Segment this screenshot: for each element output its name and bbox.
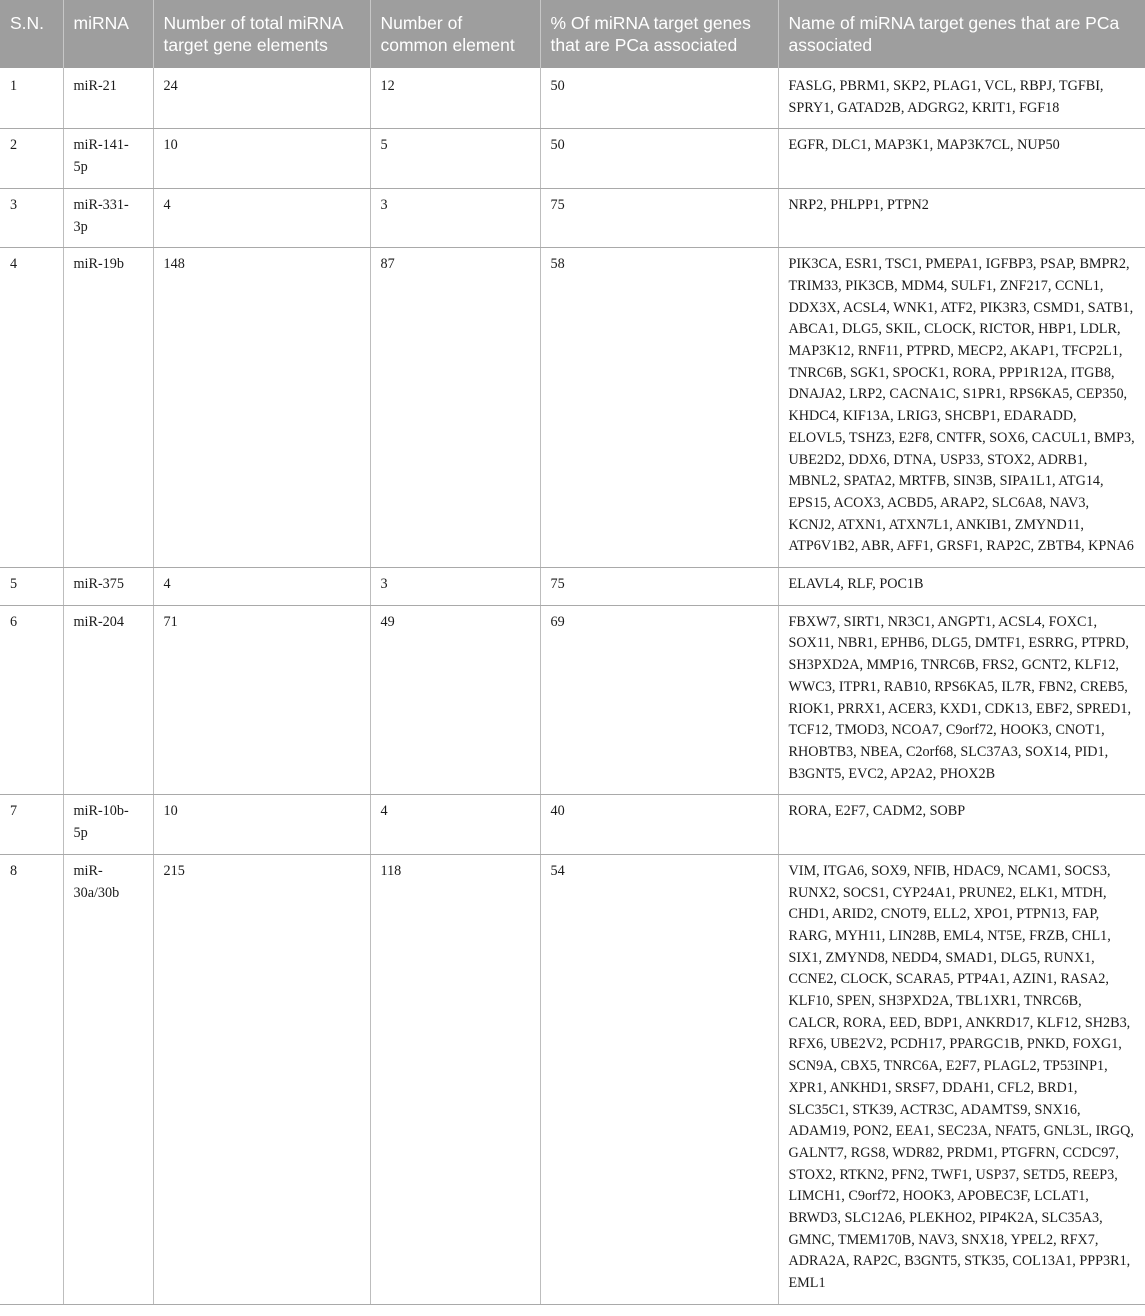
cell-sn: 4 <box>0 248 63 568</box>
cell-mirna: miR-19b <box>63 248 153 568</box>
table-body <box>0 68 1145 1304</box>
cell-percent: 50 <box>540 129 778 188</box>
cell-mirna: miR-141-5p <box>63 129 153 188</box>
cell-total: 4 <box>153 188 370 247</box>
cell-total: 10 <box>153 129 370 188</box>
cell-mirna: miR-331-3p <box>63 188 153 247</box>
cell-sn: 2 <box>0 129 63 188</box>
cell-percent: 40 <box>540 795 778 854</box>
cell-genes: NRP2, PHLPP1, PTPN2 <box>778 188 1145 247</box>
cell-common: 3 <box>370 568 540 606</box>
cell-percent: 75 <box>540 568 778 606</box>
table-row <box>0 248 1145 568</box>
cell-mirna: miR-375 <box>63 568 153 606</box>
cell-genes: RORA, E2F7, CADM2, SOBP <box>778 795 1145 854</box>
cell-mirna: miR-21 <box>63 68 153 129</box>
cell-sn: 6 <box>0 605 63 795</box>
cell-genes: FASLG, PBRM1, SKP2, PLAG1, VCL, RBPJ, TGFBI, SPRY1, GATAD2B, ADGRG2, KRIT1, FGF18 <box>778 68 1145 129</box>
table-row <box>0 568 1145 606</box>
cell-percent: 50 <box>540 68 778 129</box>
column-header-common-element: Number of common element <box>370 0 540 68</box>
cell-genes: PIK3CA, ESR1, TSC1, PMEPA1, IGFBP3, PSAP, BMPR2, TRIM33, PIK3CB, MDM4, SULF1, ZNF217, CCNL1, DDX3X, ACSL4, WNK1, ATF2, PIK3R3, CSMD1, SATB1, ABCA1, DLG5, SKIL, CLOCK, RICTOR, HBP1, LDLR, MAP3K12, RNF11, PTPRD, MECP2, AKAP1, TFCP2L1, TNRC6B, SGK1, SPOCK1, RORA, PPP1R12A, ITGB8, DNAJA2, LRP2, CACNA1C, S1PR1, RPS6KA5, CEP350, KHDC4, KIF13A, LRIG3, SHCBP1, EDARADD, ELOVL5, TSHZ3, E2F8, CNTFR, SOX6, CACUL1, BMP3, UBE2D2, DDX6, DTNA, USP33, STOX2, ADRB1, MBNL2, SPATA2, MRTFB, SIN3B, SIPA1L1, ATG14, EPS15, ACOX3, ACBD5, ARAP2, SLC6A8, NAV3, KCNJ2, ATXN1, ATXN7L1, ANKIB1, ZMYND11, ATP6V1B2, ABR, AFF1, GRSF1, RAP2C, ZBTB4, KPNA6 <box>778 248 1145 568</box>
table-row <box>0 188 1145 247</box>
column-header-mirna: miRNA <box>63 0 153 68</box>
cell-total: 215 <box>153 854 370 1304</box>
cell-common: 49 <box>370 605 540 795</box>
cell-common: 118 <box>370 854 540 1304</box>
cell-genes: VIM, ITGA6, SOX9, NFIB, HDAC9, NCAM1, SOCS3, RUNX2, SOCS1, CYP24A1, PRUNE2, ELK1, MTDH, CHD1, ARID2, CNOT9, ELL2, XPO1, PTPN13, FAP, RARG, MYH11, LIN28B, EML4, NT5E, FRZB, CHL1, SIX1, ZMYND8, NEDD4, SMAD1, DLG5, RUNX1, CCNE2, CLOCK, SCARA5, PTP4A1, AZIN1, RASA2, KLF10, SPEN, SH3PXD2A, TBL1XR1, TNRC6B, CALCR, RORA, EED, BDP1, ANKRD17, KLF12, SH2B3, RFX6, UBE2V2, PCDH17, PPARGC1B, PNKD, FOXG1, SCN9A, CBX5, TNRC6A, E2F7, PLAGL2, TP53INP1, XPR1, ANKHD1, SRSF7, DDAH1, CFL2, BRD1, SLC35C1, STK39, ACTR3C, ADAMTS9, SNX16, ADAM19, PON2, EEA1, SEC23A, NFAT5, GNL3L, IRGQ, GALNT7, RGS8, WDR82, PRDM1, PTGFRN, CCDC97, STOX2, RTKN2, PFN2, TWF1, USP37, SETD5, REEP3, LIMCH1, C9orf72, HOOK3, APOBEC3F, LCLAT1, BRWD3, SLC12A6, PLEKHO2, PIP4K2A, SLC35A3, GMNC, TMEM170B, NAV3, SNX18, YPEL2, RFX7, ADRA2A, RAP2C, B3GNT5, STK35, COL13A1, PPP3R1, EML1 <box>778 854 1145 1304</box>
cell-common: 5 <box>370 129 540 188</box>
table-row <box>0 605 1145 795</box>
table-header <box>0 0 1145 68</box>
cell-sn: 5 <box>0 568 63 606</box>
cell-sn: 8 <box>0 854 63 1304</box>
cell-total: 4 <box>153 568 370 606</box>
cell-total: 71 <box>153 605 370 795</box>
cell-genes: EGFR, DLC1, MAP3K1, MAP3K7CL, NUP50 <box>778 129 1145 188</box>
cell-percent: 58 <box>540 248 778 568</box>
header-row <box>0 0 1145 68</box>
table-row <box>0 795 1145 854</box>
cell-mirna: miR-10b-5p <box>63 795 153 854</box>
cell-total: 24 <box>153 68 370 129</box>
cell-genes: ELAVL4, RLF, POC1B <box>778 568 1145 606</box>
cell-common: 3 <box>370 188 540 247</box>
table-row <box>0 68 1145 129</box>
cell-percent: 54 <box>540 854 778 1304</box>
cell-common: 12 <box>370 68 540 129</box>
cell-common: 87 <box>370 248 540 568</box>
cell-mirna: miR-204 <box>63 605 153 795</box>
table-row <box>0 129 1145 188</box>
cell-sn: 3 <box>0 188 63 247</box>
cell-percent: 75 <box>540 188 778 247</box>
cell-genes: FBXW7, SIRT1, NR3C1, ANGPT1, ACSL4, FOXC1, SOX11, NBR1, EPHB6, DLG5, DMTF1, ESRRG, PTPRD, SH3PXD2A, MMP16, TNRC6B, FRS2, GCNT2, KLF12, WWC3, ITPR1, RAB10, RPS6KA5, IL7R, FBN2, CREB5, RIOK1, PRRX1, ACER3, KXD1, CDK13, EBF2, SPRED1, TCF12, TMOD3, NCOA7, C9orf72, HOOK3, CNOT1, RHOBTB3, NBEA, C2orf68, SLC37A3, SOX14, PID1, B3GNT5, EVC2, AP2A2, PHOX2B <box>778 605 1145 795</box>
cell-mirna: miR-30a/30b <box>63 854 153 1304</box>
table-row <box>0 854 1145 1304</box>
cell-common: 4 <box>370 795 540 854</box>
cell-sn: 7 <box>0 795 63 854</box>
cell-total: 148 <box>153 248 370 568</box>
cell-total: 10 <box>153 795 370 854</box>
column-header-total-elements: Number of total miRNA target gene elements <box>153 0 370 68</box>
column-header-percent-pca: % Of miRNA target genes that are PCa associated <box>540 0 778 68</box>
cell-sn: 1 <box>0 68 63 129</box>
cell-percent: 69 <box>540 605 778 795</box>
column-header-gene-names: Name of miRNA target genes that are PCa associated <box>778 0 1145 68</box>
column-header-sn: S.N. <box>0 0 63 68</box>
